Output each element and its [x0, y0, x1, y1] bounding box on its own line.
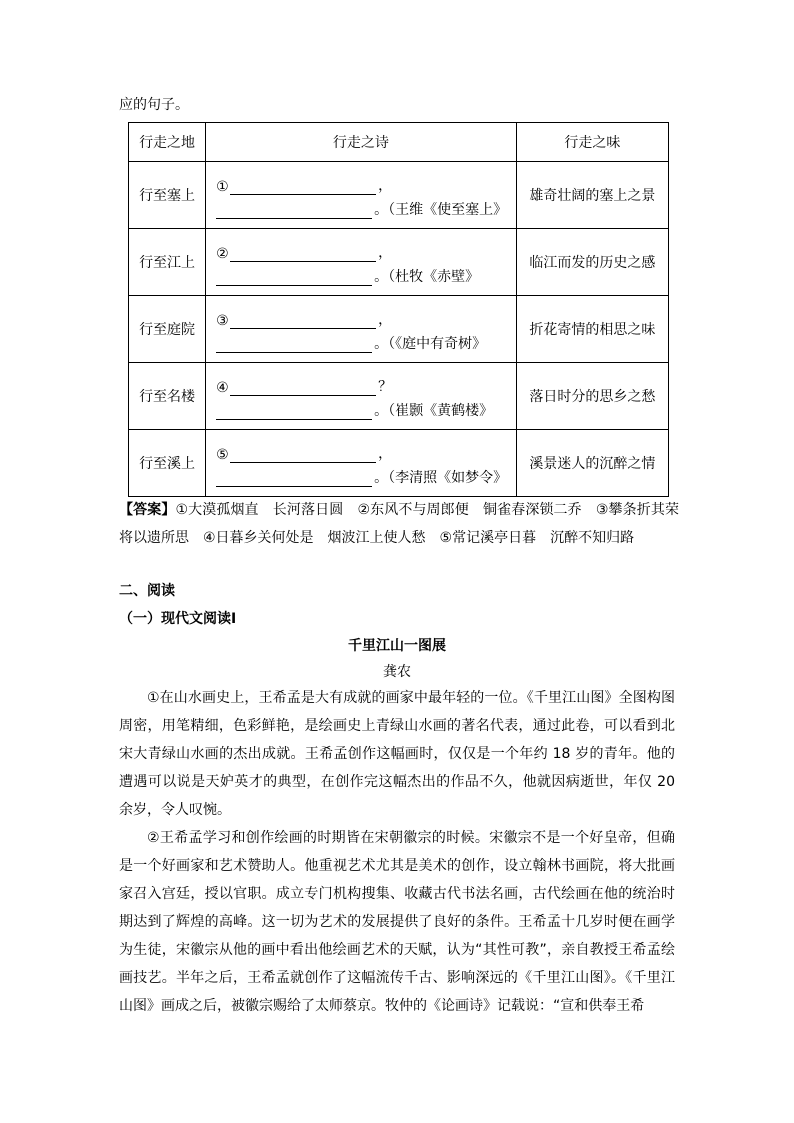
header-taste: 行走之味	[516, 123, 668, 162]
poem-cell	[206, 363, 517, 430]
answer-blank[interactable]	[216, 338, 372, 353]
header-poem: 行走之诗	[206, 123, 517, 162]
poem-source: 。（王维《使至塞上》	[374, 202, 508, 218]
answer-blank[interactable]	[216, 271, 372, 286]
poem-source: 。（《庭中有奇树》	[374, 336, 487, 352]
taste-cell: 溪景迷人的沉醉之情	[516, 430, 668, 497]
place-cell: 行至塞上	[129, 162, 206, 229]
poem-cell	[206, 229, 517, 296]
punctuation: ？	[378, 379, 393, 395]
subsection-heading: （一）现代文阅读Ⅰ	[119, 611, 237, 627]
poem-cell	[206, 162, 517, 229]
poem-source: 。（杜牧《赤壁》	[374, 269, 480, 285]
item-number: ③	[216, 313, 229, 329]
item-number: ①	[216, 179, 229, 195]
paragraph: ②王希孟学习和创作绘画的时期皆在宋朝徽宗的时候。宋徽宗不是一个好皇帝，但确是一个好画家和艺术赞助人。他重视艺术尤其是美术的创作，设立翰林书画院，将大批画家召入宫廷，授以官职。成立专门机构搜集、收藏古代书法名画，古代绘画在他的统治时期达到了辉煌的高峰。这一切为艺术的发展提供了良好的条件。王希孟十几岁时便在画学为生徒，宋徽宗从他的画中看出他绘画艺术的天赋，认为“其性可教”，亲自教授王希孟绘画技艺。半年之后，王希孟就创作了这幅流传千古、影响深远的《千里江山图》。《千里江山图》画成之后，被徽宗赐给了太师蔡京。牧仲的《论画诗》记载说：“宣和供奉王希	[119, 830, 675, 1014]
table-row	[129, 363, 669, 430]
header-place: 行走之地	[129, 123, 206, 162]
paragraph: ①在山水画史上，王希孟是大有成就的画家中最年轻的一位。《千里江山图》全图构图周密，用笔精细，色彩鲜艳，是绘画史上青绿山水画的著名代表，通过此卷，可以看到北宋大青绿山水画的杰出成就。王希孟创作这幅画时，仅仅是一个年约 18 岁的青年。他的遭遇可以说是天妒英才的典型，在创作完这幅杰出的作品不久，他就因病逝世，年仅 20 余岁，令人叹惋。	[119, 690, 675, 818]
intro-text: 应的句子。	[119, 97, 189, 113]
punctuation: ，	[378, 446, 393, 462]
taste-cell: 折花寄情的相思之味	[516, 296, 668, 363]
punctuation: ，	[378, 245, 393, 261]
poem-cell	[206, 430, 517, 497]
taste-cell: 雄奇壮阔的塞上之景	[516, 162, 668, 229]
item-number: ④	[216, 380, 229, 396]
poem-source: 。（李清照《如梦令》	[374, 470, 508, 486]
table-row	[129, 430, 669, 497]
punctuation: ，	[378, 312, 393, 328]
table-row	[129, 229, 669, 296]
place-cell: 行至名楼	[129, 363, 206, 430]
taste-cell: 临江而发的历史之感	[516, 229, 668, 296]
taste-cell: 落日时分的思乡之愁	[516, 363, 668, 430]
table-row	[129, 296, 669, 363]
place-cell: 行至江上	[129, 229, 206, 296]
item-number: ⑤	[216, 447, 229, 463]
article-author: 龚农	[383, 664, 411, 680]
answer-blank[interactable]	[230, 247, 376, 262]
answer-blank[interactable]	[230, 314, 376, 329]
answer-blank[interactable]	[216, 472, 372, 487]
table-header-row	[129, 123, 669, 162]
punctuation: ，	[378, 178, 393, 194]
table-row	[129, 162, 669, 229]
article-title: 千里江山一图展	[348, 638, 446, 654]
answer-blank[interactable]	[230, 381, 376, 396]
section-heading: 二、阅读	[119, 583, 175, 599]
place-cell: 行至溪上	[129, 430, 206, 497]
answer-text: ①大漠孤烟直 长河落日圆 ②东风不与周郎便 铜雀春深锁二乔 ③攀条折其荣 将以遗所思 ④日暮乡关何处是 烟波江上使人愁 ⑤常记溪亭日暮 沉醉不知归路	[119, 502, 694, 546]
item-number: ②	[216, 246, 229, 262]
answer-label: 【答案】	[119, 502, 176, 518]
poem-cell	[206, 296, 517, 363]
answer-blank[interactable]	[216, 204, 372, 219]
answer-blank[interactable]	[230, 180, 376, 195]
answer-block	[119, 496, 694, 552]
poem-source: 。（崔颢《黄鹤楼》	[374, 403, 494, 419]
poem-table	[128, 122, 669, 497]
place-cell: 行至庭院	[129, 296, 206, 363]
answer-blank[interactable]	[230, 448, 376, 463]
answer-blank[interactable]	[216, 405, 372, 420]
